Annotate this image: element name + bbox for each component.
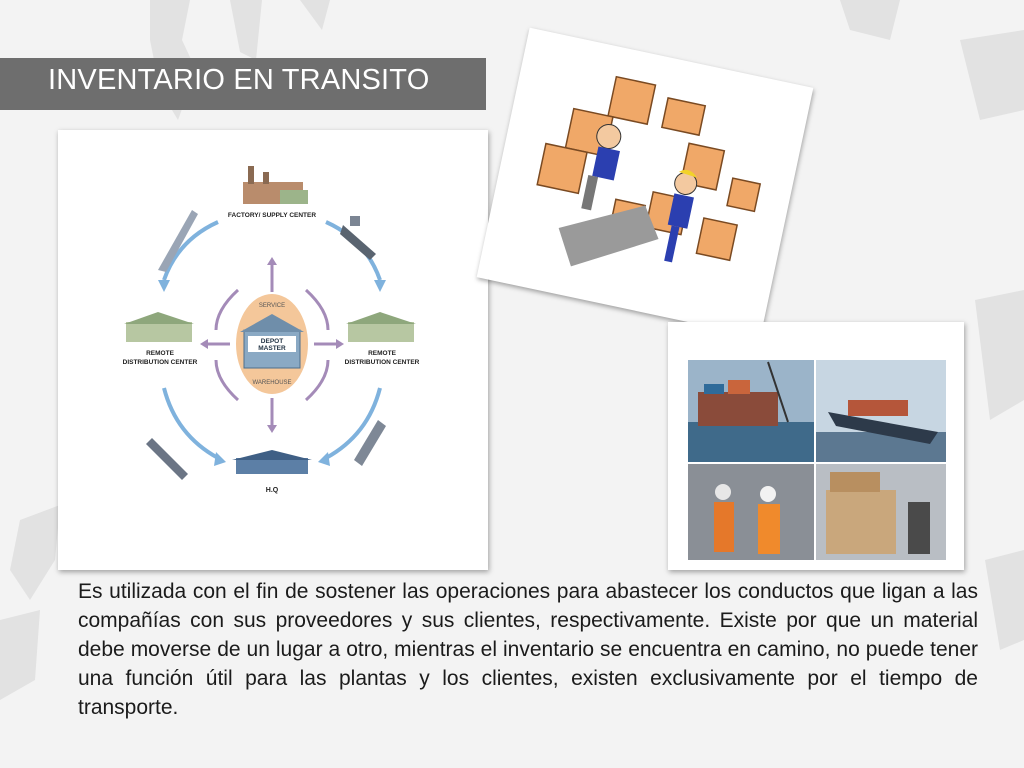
distribution-diagram <box>58 130 488 570</box>
left-dc-label-line1: REMOTE <box>146 350 174 357</box>
right-dc-label-line2: DISTRIBUTION CENTER <box>344 359 420 366</box>
hq-label: H.Q <box>265 487 279 494</box>
title-bar <box>0 58 486 110</box>
right-dc-label-line1: REMOTE <box>368 350 396 357</box>
slide-title: INVENTARIO EN TRANSITO <box>48 64 430 96</box>
shipping-photo-collage <box>668 322 964 570</box>
distribution-diagram-card <box>58 130 488 570</box>
hub-top-label: SERVICE <box>258 303 286 309</box>
cargo-ship-at-sea-photo <box>816 360 946 462</box>
factory-label: FACTORY/ SUPPLY CENTER <box>227 212 317 219</box>
hub-bottom-label: WAREHOUSE <box>252 380 292 386</box>
port-container-ship-photo <box>688 360 814 462</box>
stacked-boxes-photo <box>816 464 946 560</box>
shipping-photos-card <box>668 322 964 570</box>
dock-workers-photo <box>688 464 814 560</box>
left-dc-label-line2: DISTRIBUTION CENTER <box>122 359 198 366</box>
hub-sign-line1: DEPOT <box>260 338 284 345</box>
body-paragraph: Es utilizada con el fin de sostener las operaciones para abastecer los conductos que ligan a las compañías con sus proveedores y sus clientes, respectivamente. Existe por que un material debe moverse de un lugar a otro, mientras el inventario se encuentra en camino, no puede tener una función útil para las plantas y los clientes, existen exclusivamente por el tiempo de transporte. <box>78 580 978 719</box>
hub-sign-line2: MASTER <box>258 345 286 352</box>
